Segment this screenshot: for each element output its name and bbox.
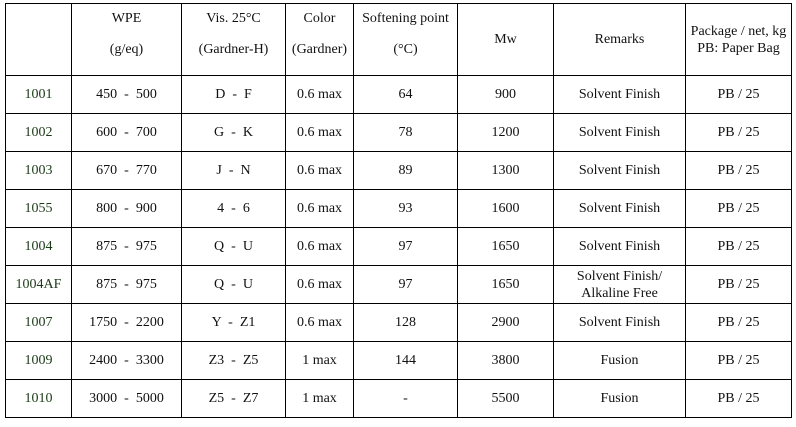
table-row bbox=[6, 76, 792, 114]
header-remarks: Remarks bbox=[554, 4, 686, 76]
table-row bbox=[6, 342, 792, 380]
header-softening-unit: (°C) bbox=[393, 42, 418, 57]
cell-wpe: 875 - 975 bbox=[72, 266, 182, 304]
remarks-line: Fusion bbox=[600, 391, 639, 406]
cell-grade: 1001 bbox=[6, 76, 72, 114]
remarks-line: Alkaline Free bbox=[581, 285, 658, 301]
table-row bbox=[6, 266, 792, 304]
cell-wpe: 450 - 500 bbox=[72, 76, 182, 114]
cell-package: PB / 25 bbox=[686, 342, 792, 380]
cell-softening: 97 bbox=[354, 228, 458, 266]
cell-color: 0.6 max bbox=[286, 114, 354, 152]
cell-viscosity: Z5 - Z7 bbox=[182, 380, 286, 418]
header-grade bbox=[6, 4, 72, 76]
cell-color: 0.6 max bbox=[286, 76, 354, 114]
epoxy-spec-table bbox=[5, 3, 792, 418]
header-mw: Mw bbox=[458, 4, 554, 76]
cell-mw: 1300 bbox=[458, 152, 554, 190]
cell-wpe: 600 - 700 bbox=[72, 114, 182, 152]
cell-wpe: 800 - 900 bbox=[72, 190, 182, 228]
remarks-line: Solvent Finish bbox=[578, 315, 661, 330]
cell-softening: 93 bbox=[354, 190, 458, 228]
cell-color: 0.6 max bbox=[286, 228, 354, 266]
cell-viscosity: D - F bbox=[182, 76, 286, 114]
header-viscosity bbox=[182, 4, 286, 76]
cell-mw: 1650 bbox=[458, 228, 554, 266]
cell-mw: 900 bbox=[458, 76, 554, 114]
cell-mw: 5500 bbox=[458, 380, 554, 418]
remarks-line: Fusion bbox=[600, 353, 639, 368]
cell-viscosity: Q - U bbox=[182, 266, 286, 304]
header-softening bbox=[354, 4, 458, 76]
cell-wpe: 1750 - 2200 bbox=[72, 304, 182, 342]
cell-package: PB / 25 bbox=[686, 152, 792, 190]
header-package bbox=[686, 4, 792, 76]
cell-grade: 1009 bbox=[6, 342, 72, 380]
cell-remarks bbox=[554, 228, 686, 266]
cell-viscosity: G - K bbox=[182, 114, 286, 152]
cell-wpe: 2400 - 3300 bbox=[72, 342, 182, 380]
remarks-line: Solvent Finish bbox=[578, 239, 661, 254]
cell-softening: 97 bbox=[354, 266, 458, 304]
cell-mw: 1650 bbox=[458, 266, 554, 304]
cell-viscosity: 4 - 6 bbox=[182, 190, 286, 228]
header-color-label: Color bbox=[303, 11, 336, 26]
cell-viscosity: J - N bbox=[182, 152, 286, 190]
cell-package: PB / 25 bbox=[686, 114, 792, 152]
cell-mw: 1600 bbox=[458, 190, 554, 228]
remarks-line: Solvent Finish bbox=[578, 163, 661, 178]
cell-color: 1 max bbox=[286, 380, 354, 418]
cell-viscosity: Y - Z1 bbox=[182, 304, 286, 342]
table-row bbox=[6, 304, 792, 342]
cell-remarks bbox=[554, 152, 686, 190]
cell-package: PB / 25 bbox=[686, 380, 792, 418]
cell-remarks bbox=[554, 342, 686, 380]
header-wpe bbox=[72, 4, 182, 76]
remarks-line: Solvent Finish bbox=[578, 201, 661, 216]
header-package-note: PB: Paper Bag bbox=[697, 40, 780, 56]
cell-softening: 89 bbox=[354, 152, 458, 190]
cell-color: 0.6 max bbox=[286, 190, 354, 228]
header-softening-label: Softening point bbox=[362, 11, 449, 26]
cell-color: 0.6 max bbox=[286, 152, 354, 190]
header-vis-label: Vis. 25°C bbox=[206, 11, 261, 26]
cell-mw: 2900 bbox=[458, 304, 554, 342]
cell-color: 0.6 max bbox=[286, 304, 354, 342]
cell-package: PB / 25 bbox=[686, 266, 792, 304]
table-body bbox=[6, 76, 792, 418]
cell-remarks bbox=[554, 76, 686, 114]
remarks-line: Solvent Finish bbox=[578, 87, 661, 102]
cell-color: 0.6 max bbox=[286, 266, 354, 304]
remarks-line: Solvent Finish bbox=[578, 125, 661, 140]
cell-grade: 1055 bbox=[6, 190, 72, 228]
cell-grade: 1003 bbox=[6, 152, 72, 190]
header-wpe-label: WPE bbox=[111, 11, 142, 26]
table-row bbox=[6, 380, 792, 418]
cell-remarks bbox=[554, 190, 686, 228]
cell-remarks bbox=[554, 114, 686, 152]
cell-grade: 1010 bbox=[6, 380, 72, 418]
cell-package: PB / 25 bbox=[686, 304, 792, 342]
header-package-label: Package / net, kg bbox=[690, 23, 787, 39]
cell-grade: 1002 bbox=[6, 114, 72, 152]
cell-remarks bbox=[554, 304, 686, 342]
cell-package: PB / 25 bbox=[686, 76, 792, 114]
cell-viscosity: Z3 - Z5 bbox=[182, 342, 286, 380]
cell-softening: - bbox=[354, 380, 458, 418]
header-row bbox=[6, 4, 792, 76]
cell-wpe: 670 - 770 bbox=[72, 152, 182, 190]
cell-softening: 64 bbox=[354, 76, 458, 114]
table-row bbox=[6, 114, 792, 152]
header-color-unit: (Gardner) bbox=[291, 42, 348, 57]
cell-grade: 1007 bbox=[6, 304, 72, 342]
cell-softening: 78 bbox=[354, 114, 458, 152]
cell-grade: 1004AF bbox=[6, 266, 72, 304]
cell-softening: 144 bbox=[354, 342, 458, 380]
cell-viscosity: Q - U bbox=[182, 228, 286, 266]
cell-grade: 1004 bbox=[6, 228, 72, 266]
table-row bbox=[6, 190, 792, 228]
cell-color: 1 max bbox=[286, 342, 354, 380]
header-vis-unit: (Gardner-H) bbox=[198, 42, 269, 57]
cell-package: PB / 25 bbox=[686, 190, 792, 228]
cell-package: PB / 25 bbox=[686, 228, 792, 266]
table-row bbox=[6, 152, 792, 190]
table-row bbox=[6, 228, 792, 266]
header-wpe-unit: (g/eq) bbox=[109, 42, 144, 57]
remarks-line: Solvent Finish/ bbox=[576, 268, 663, 284]
cell-wpe: 3000 - 5000 bbox=[72, 380, 182, 418]
cell-remarks bbox=[554, 266, 686, 304]
cell-remarks bbox=[554, 380, 686, 418]
cell-wpe: 875 - 975 bbox=[72, 228, 182, 266]
cell-softening: 128 bbox=[354, 304, 458, 342]
cell-mw: 1200 bbox=[458, 114, 554, 152]
header-color bbox=[286, 4, 354, 76]
cell-mw: 3800 bbox=[458, 342, 554, 380]
